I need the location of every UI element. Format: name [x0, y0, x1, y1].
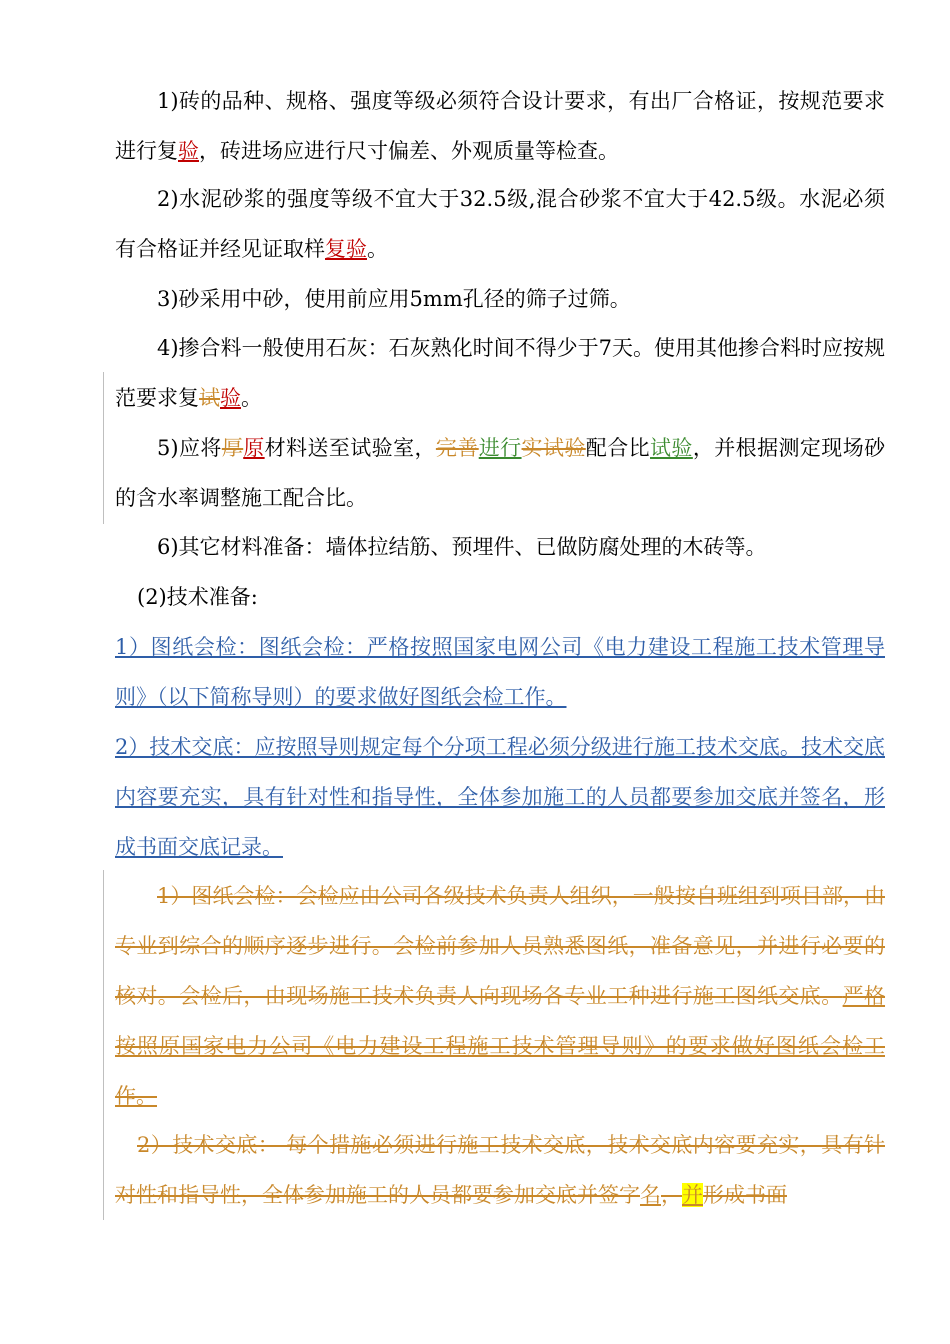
inserted-text: 验	[220, 386, 241, 410]
paragraph-brick	[115, 76, 885, 176]
text-run: (2)技术准备:	[137, 585, 258, 609]
text-run: 3)砂采用中砂，使用前应用5mm孔径的筛子过筛。	[157, 287, 631, 311]
paragraph-tech-briefing-new	[115, 722, 885, 872]
text-run: 4)掺合料一般使用石灰：石灰熟化时间不得少于7天。使用其他掺合料时应按规范要求复	[115, 336, 885, 410]
deleted-text: 试	[199, 386, 220, 410]
text-run: 2)水泥砂浆的强度等级不宜大于32.5级,混合砂浆不宜大于42.5级。水泥必须有合格证并经见证取样	[115, 187, 885, 261]
deleted-text: 形成书面	[703, 1183, 787, 1207]
deleted-text: ，	[661, 1183, 682, 1207]
text-run: 材料送至试验室，	[264, 436, 436, 460]
inserted-text: 原	[243, 436, 265, 460]
paragraph-drawing-review-new	[115, 622, 885, 722]
text-run: ，砖进场应进行尺寸偏差、外观质量等检查。	[199, 139, 619, 163]
change-bar	[103, 870, 104, 1220]
text-run: 配合比	[585, 436, 651, 460]
text-run: 6)其它材料准备：墙体拉结筋、预埋件、已做防腐处理的木砖等。	[157, 535, 767, 559]
highlighted-text: 并	[682, 1183, 703, 1207]
inserted-text: 名	[640, 1183, 661, 1207]
text-run: 1)砖的品种、规格、强度等级必须符合设计要求，有出厂合格证，按规范要求进行复	[115, 89, 885, 163]
text-run: 。	[241, 386, 262, 410]
change-bar	[103, 424, 104, 524]
paragraph-admixture	[115, 323, 885, 423]
inserted-text: 1）图纸会检：图纸会检：严格按照国家电网公司《电力建设工程施工技术管理导则》（以下简称导则）的要求做好图纸会检工作。	[115, 635, 885, 709]
paragraph-tech-briefing-deleted	[115, 1120, 885, 1220]
paragraph-cement	[115, 174, 885, 274]
change-bar	[103, 372, 104, 424]
paragraph-sand	[115, 274, 885, 324]
deleted-text: 实试验	[521, 436, 586, 460]
inserted-text: 试验	[650, 436, 693, 460]
section-heading-tech-prep	[115, 572, 885, 622]
deleted-text: 2）技术交底： 每个措施必须进行施工技术交底，技术交底内容要充实，具有针对性和指导性，全体参加施工的人员都要参加交底并签字	[115, 1133, 885, 1207]
inserted-text: 复验	[325, 237, 367, 261]
text-run: 5)应将	[157, 436, 222, 460]
deleted-text: 厚	[221, 436, 244, 460]
paragraph-lab-test	[115, 423, 885, 523]
paragraph-drawing-review-deleted	[115, 871, 885, 1121]
deleted-text: 完善	[435, 436, 479, 460]
text-run: 。	[367, 237, 388, 261]
inserted-text: 进行	[478, 436, 522, 460]
deleted-text: 1）图纸会检：会检应由公司各级技术负责人组织，一般按自班组到项目部，由专业到综合的顺序逐步进行。会检前参加人员熟悉图纸，准备意见，并进行必要的核对。会检后，由现场施工技术负责人向现场各专业工种进行施工图纸交底。	[115, 884, 885, 1008]
inserted-text: 验	[178, 139, 199, 163]
paragraph-other-materials	[115, 522, 885, 572]
text-run: ，并根据测定现场砂的含水率调整施工配合比。	[115, 436, 886, 510]
inserted-text: 2）技术交底：应按照导则规定每个分项工程必须分级进行施工技术交底。技术交底内容要充实，具有针对性和指导性，全体参加施工的人员都要参加交底并签名，形成书面交底记录。	[115, 735, 885, 859]
deleted-text: 严格按照原国家电力公司《电力建设工程施工技术管理导则》的要求做好图纸会检工作。	[115, 984, 886, 1108]
